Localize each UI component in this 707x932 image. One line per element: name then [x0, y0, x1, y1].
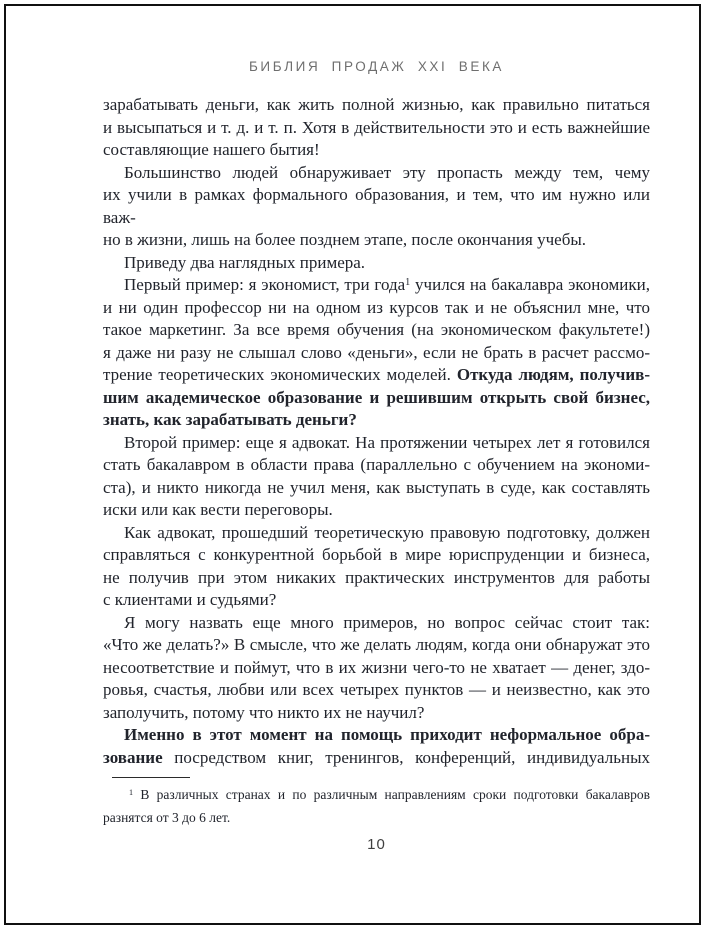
text-line: такое маркетинг. За все время обучения (на экономическом факультете!) [103, 320, 650, 339]
text-line: ровья, счастья, любви или всех четырех пунктов — и неизвестно, как это [103, 680, 650, 699]
footnote [103, 777, 650, 830]
body-text [103, 94, 650, 769]
text-line: составляющие нашего бытия! [103, 140, 320, 159]
text-line: Приведу два наглядных примера. [124, 252, 366, 272]
running-head: БИБЛИЯ ПРОДАЖ XXI ВЕКА [248, 59, 505, 74]
footnote-marker: 1 [129, 787, 134, 797]
footnote-lines [103, 785, 650, 830]
page-number: 10 [367, 836, 386, 853]
text-line: Как адвокат, прошедший теоретическую правовую подготовку, должен [124, 522, 650, 542]
text-line: зарабатывать деньги, как жить полной жизнью, как правильно питаться [103, 95, 650, 114]
text-line: но в жизни, лишь на более позднем этапе, после окончания учебы. [103, 230, 587, 249]
text-line: стать бакалавром в области права (параллельно с обучением на экономи- [103, 455, 650, 474]
text-line: несоответствие и поймут, что в их жизни чего-то не хватает — денег, здо- [103, 657, 650, 677]
text-line: Именно в этот момент на помощь приходит неформальное обра- [124, 725, 650, 744]
text-line: Я могу назвать еще много примеров, но вопрос сейчас стоит так: [124, 612, 650, 632]
text-line: их учили в рамках формального образования, и тем, что им нужно или важ- [103, 185, 650, 227]
text-line: не получив при этом никаких практических инструментов для работы [103, 567, 650, 587]
text-line: иски или как вести переговоры. [103, 500, 333, 519]
text-line: заполучить, потому что никто их не научил? [103, 702, 425, 722]
text-line: Первый пример: я экономист, три года$^1$ учился на бакалавра экономики, [124, 275, 650, 294]
footnote-line: разнятся от 3 до 6 лет. [103, 809, 231, 825]
text-line: Второй пример: еще я адвокат. На протяжении четырех лет я готовился [124, 432, 650, 452]
footnote-rule [112, 777, 190, 778]
text-line: и ни один профессор ни на одном из курсов так и не объяснил мне, что [103, 297, 650, 317]
text-line: шим академическое образование и решившим открыть свой бизнес, [103, 387, 650, 407]
text-line: я даже ни разу не слышал слово «деньги», если не брать в расчет рассмо- [103, 342, 650, 362]
text-line: и высыпаться и т. д. и т. п. Хотя в действительности это и есть важнейшие [103, 117, 650, 137]
footnote-marker: 1 [405, 276, 411, 288]
footnote-line: $^1$ В различных странах и по различным направлениям сроки подготовки бакалавров [129, 787, 650, 802]
text-line: зование посредством книг, тренингов, конференций, индивидуальных [103, 747, 650, 767]
text-line: справляться с конкурентной борьбой в мире юриспруденции и бизнеса, [103, 545, 650, 564]
text-line: ста), и никто никогда не учил меня, как выступать в суде, как составлять [103, 477, 650, 497]
text-line: «Что же делать?» В смысле, что же делать людям, когда они обнаружат это [103, 635, 650, 654]
text-line: с клиентами и судьями? [103, 590, 277, 609]
text-line: знать, как зарабатывать деньги? [103, 410, 357, 429]
text-line: Большинство людей обнаруживает эту пропасть между тем, чему [124, 162, 650, 182]
text-line: трение теоретических экономических моделей. Откуда людям, получив- [103, 365, 650, 384]
